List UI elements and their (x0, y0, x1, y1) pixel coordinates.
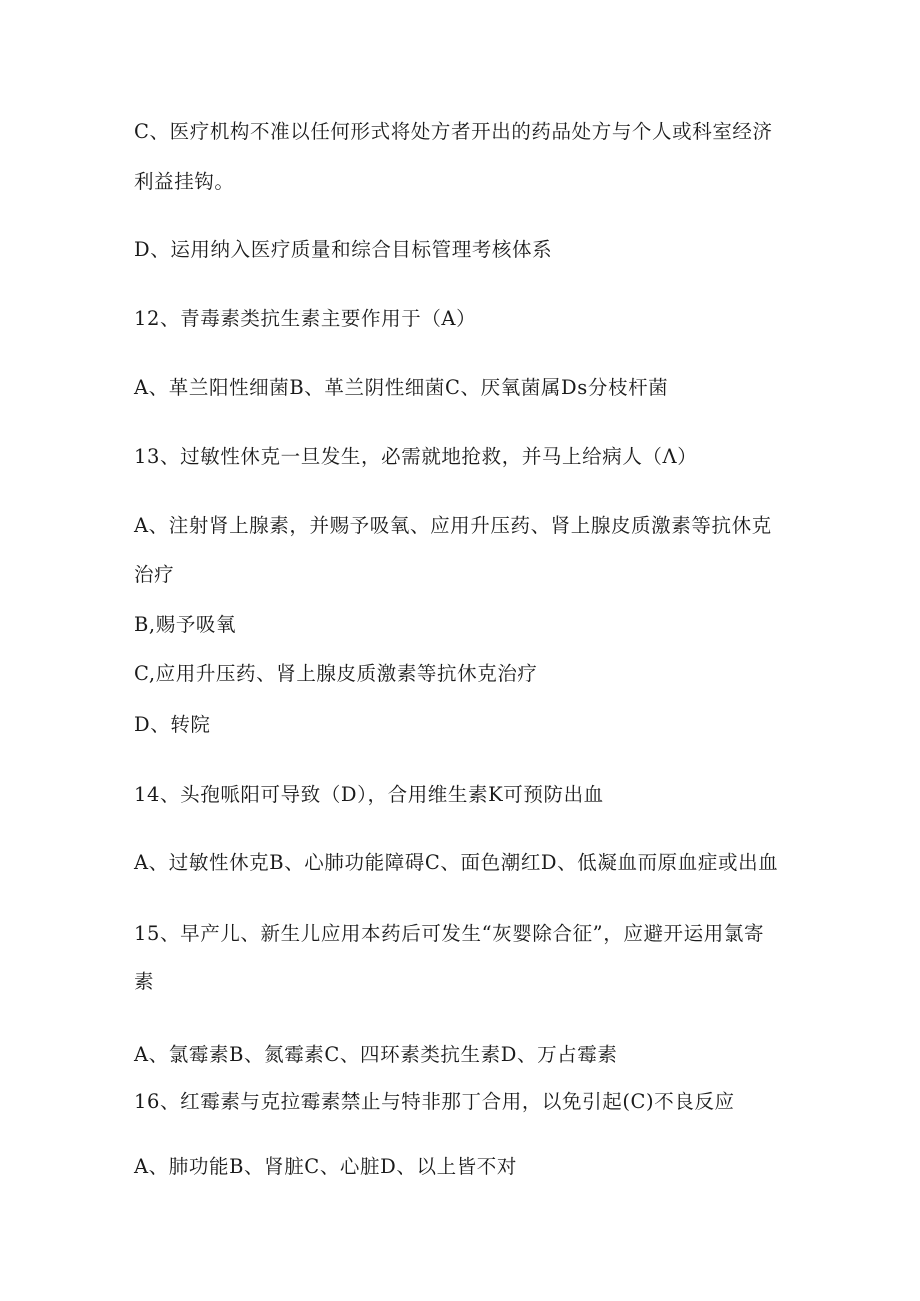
question-16: 16、红霉素与克拉霉素禁止与特非那丁合用，以免引起(C)不良反应 (134, 1090, 735, 1113)
option-c-q13: C,应用升压药、肾上腺皮质激素等抗休克治疗 (134, 662, 538, 685)
options-q12: A、革兰阳性细菌B、革兰阴性细菌C、厌氧菌属Ds分枝杆菌 (134, 376, 669, 399)
question-15-line1: 15、早产儿、新生儿应用本药后可发生“灰婴除合征”，应避开运用氯寄 (134, 922, 765, 945)
option-b-q13: B,赐予吸氧 (134, 613, 237, 636)
option-c-q11-line1: C、医疗机构不准以任何形式将处方者开出的药品处方与个人或科室经济 (134, 120, 773, 143)
question-15-line2: 素 (134, 970, 155, 993)
option-d-q11: D、运用纳入医疗质量和综合目标管理考核体系 (134, 238, 553, 261)
question-13: 13、过敏性休克一旦发生，必需就地抢救，并马上给病人（Λ） (134, 445, 698, 468)
options-q16: A、肺功能B、肾脏C、心脏D、以上皆不对 (134, 1155, 517, 1178)
question-14: 14、头孢哌阳可导致（D），合用维生素K可预防出血 (134, 783, 604, 806)
option-d-q13: D、转院 (134, 713, 211, 736)
option-c-q11-line2: 利益挂钩。 (134, 170, 235, 193)
question-12: 12、青毒素类抗生素主要作用于（A） (134, 307, 477, 330)
option-a-q13-line2: 治疗 (134, 563, 175, 586)
options-q15: A、氯霉素B、氮霉素C、四环素类抗生素D、万占霉素 (134, 1043, 618, 1066)
options-q14: A、过敏性休克B、心肺功能障碍C、面色潮红D、低凝血而原血症或出血 (134, 851, 779, 874)
option-a-q13-line1: A、注射肾上腺素，并赐予吸氧、应用升压药、肾上腺皮质激素等抗休克 (134, 514, 772, 537)
